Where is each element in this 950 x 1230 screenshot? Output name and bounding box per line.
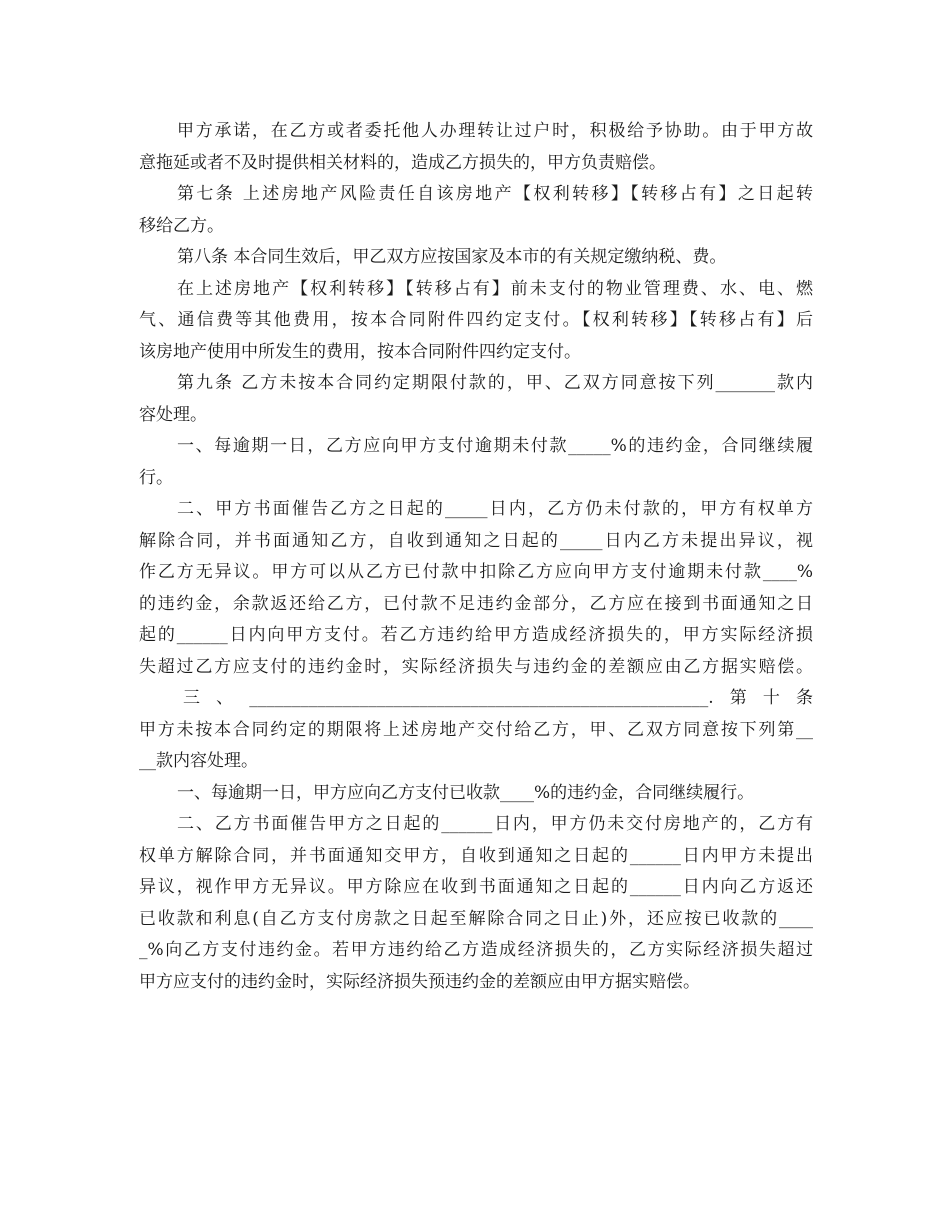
text-line: 解除合同，并书面通知乙方，自收到通知之日起的_____日内乙方未提出异议，视 bbox=[139, 530, 813, 551]
text-line: 意拖延或者不及时提供相关材料的，造成乙方损失的，甲方负责赔偿。 bbox=[139, 152, 666, 173]
text-line: 作乙方无异议。甲方可以从乙方已付款中扣除乙方应向甲方支付逾期未付款____% bbox=[139, 562, 813, 582]
text-line: 起的______日内向甲方支付。若乙方违约给甲方造成经济损失的，甲方实际经济损 bbox=[139, 625, 813, 645]
text-line: 容处理。 bbox=[139, 404, 207, 425]
text-line: 第九条 乙方未按本合同约定期限付款的，甲、乙双方同意按下列_______款内 bbox=[177, 373, 813, 393]
text-line: 气、通信费等其他费用，按本合同附件四约定支付。【权利转移】【转移占有】后 bbox=[139, 310, 813, 330]
text-line: 甲方未按本合同约定的期限将上述房地产交付给乙方，甲、乙双方同意按下列第__ bbox=[139, 719, 813, 740]
text-line: __款内容处理。 bbox=[139, 751, 258, 771]
text-line: 一、每逾期一日，甲方应向乙方支付已收款____%的违约金，合同继续履行。 bbox=[177, 782, 755, 803]
text-line: 行。 bbox=[139, 467, 173, 488]
text-line: 失超过乙方应支付的违约金时，实际经济损失与违约金的差额应由乙方据实赔偿。 bbox=[139, 656, 813, 677]
text-line: 权单方解除合同，并书面通知交甲方，自收到通知之日起的______日内甲方未提出 bbox=[139, 845, 813, 866]
text-line: 第七条 上述房地产风险责任自该房地产【权利转移】【转移占有】之日起转 bbox=[177, 184, 813, 204]
text-line: 二、乙方书面催告甲方之日起的______日内，甲方仍未交付房地产的，乙方有 bbox=[177, 814, 813, 834]
text-line: 已收款和利息(自乙方支付房款之日起至解除合同之日止)外，还应按已收款的____ bbox=[139, 908, 813, 929]
text-line: 的违约金，余款返还给乙方，已付款不足违约金部分，乙方应在接到书面通知之日 bbox=[139, 593, 813, 614]
text-line: 甲方承诺，在乙方或者委托他人办理转让过户时，积极给予协助。由于甲方故 bbox=[177, 121, 813, 141]
text-line: 第八条 本合同生效后，甲乙双方应按国家及本市的有关规定缴纳税、费。 bbox=[177, 247, 727, 267]
text-line: 移给乙方。 bbox=[139, 215, 224, 236]
text-line: 在上述房地产【权利转移】【转移占有】前未支付的物业管理费、水、电、燃 bbox=[177, 278, 813, 299]
contract-text-body bbox=[139, 116, 813, 998]
text-line: 二、甲方书面催告乙方之日起的_____日内，乙方仍未付款的，甲方有权单方 bbox=[177, 499, 813, 519]
text-line: 该房地产使用中所发生的费用，按本合同附件四约定支付。 bbox=[139, 341, 581, 362]
text-line: 三、______________________________________________________.第十条 bbox=[183, 688, 813, 708]
text-line: 一、每逾期一日，乙方应向甲方支付逾期未付款_____%的违约金，合同继续履 bbox=[177, 436, 813, 456]
text-line: _%向乙方支付违约金。若甲方违约给乙方造成经济损失的，乙方实际经济损失超过 bbox=[139, 940, 813, 960]
text-line: 异议，视作甲方无异议。甲方除应在收到书面通知之日起的______日内向乙方返还 bbox=[139, 877, 813, 897]
text-line: 甲方应支付的违约金时，实际经济损失预违约金的差额应由甲方据实赔偿。 bbox=[139, 971, 700, 992]
